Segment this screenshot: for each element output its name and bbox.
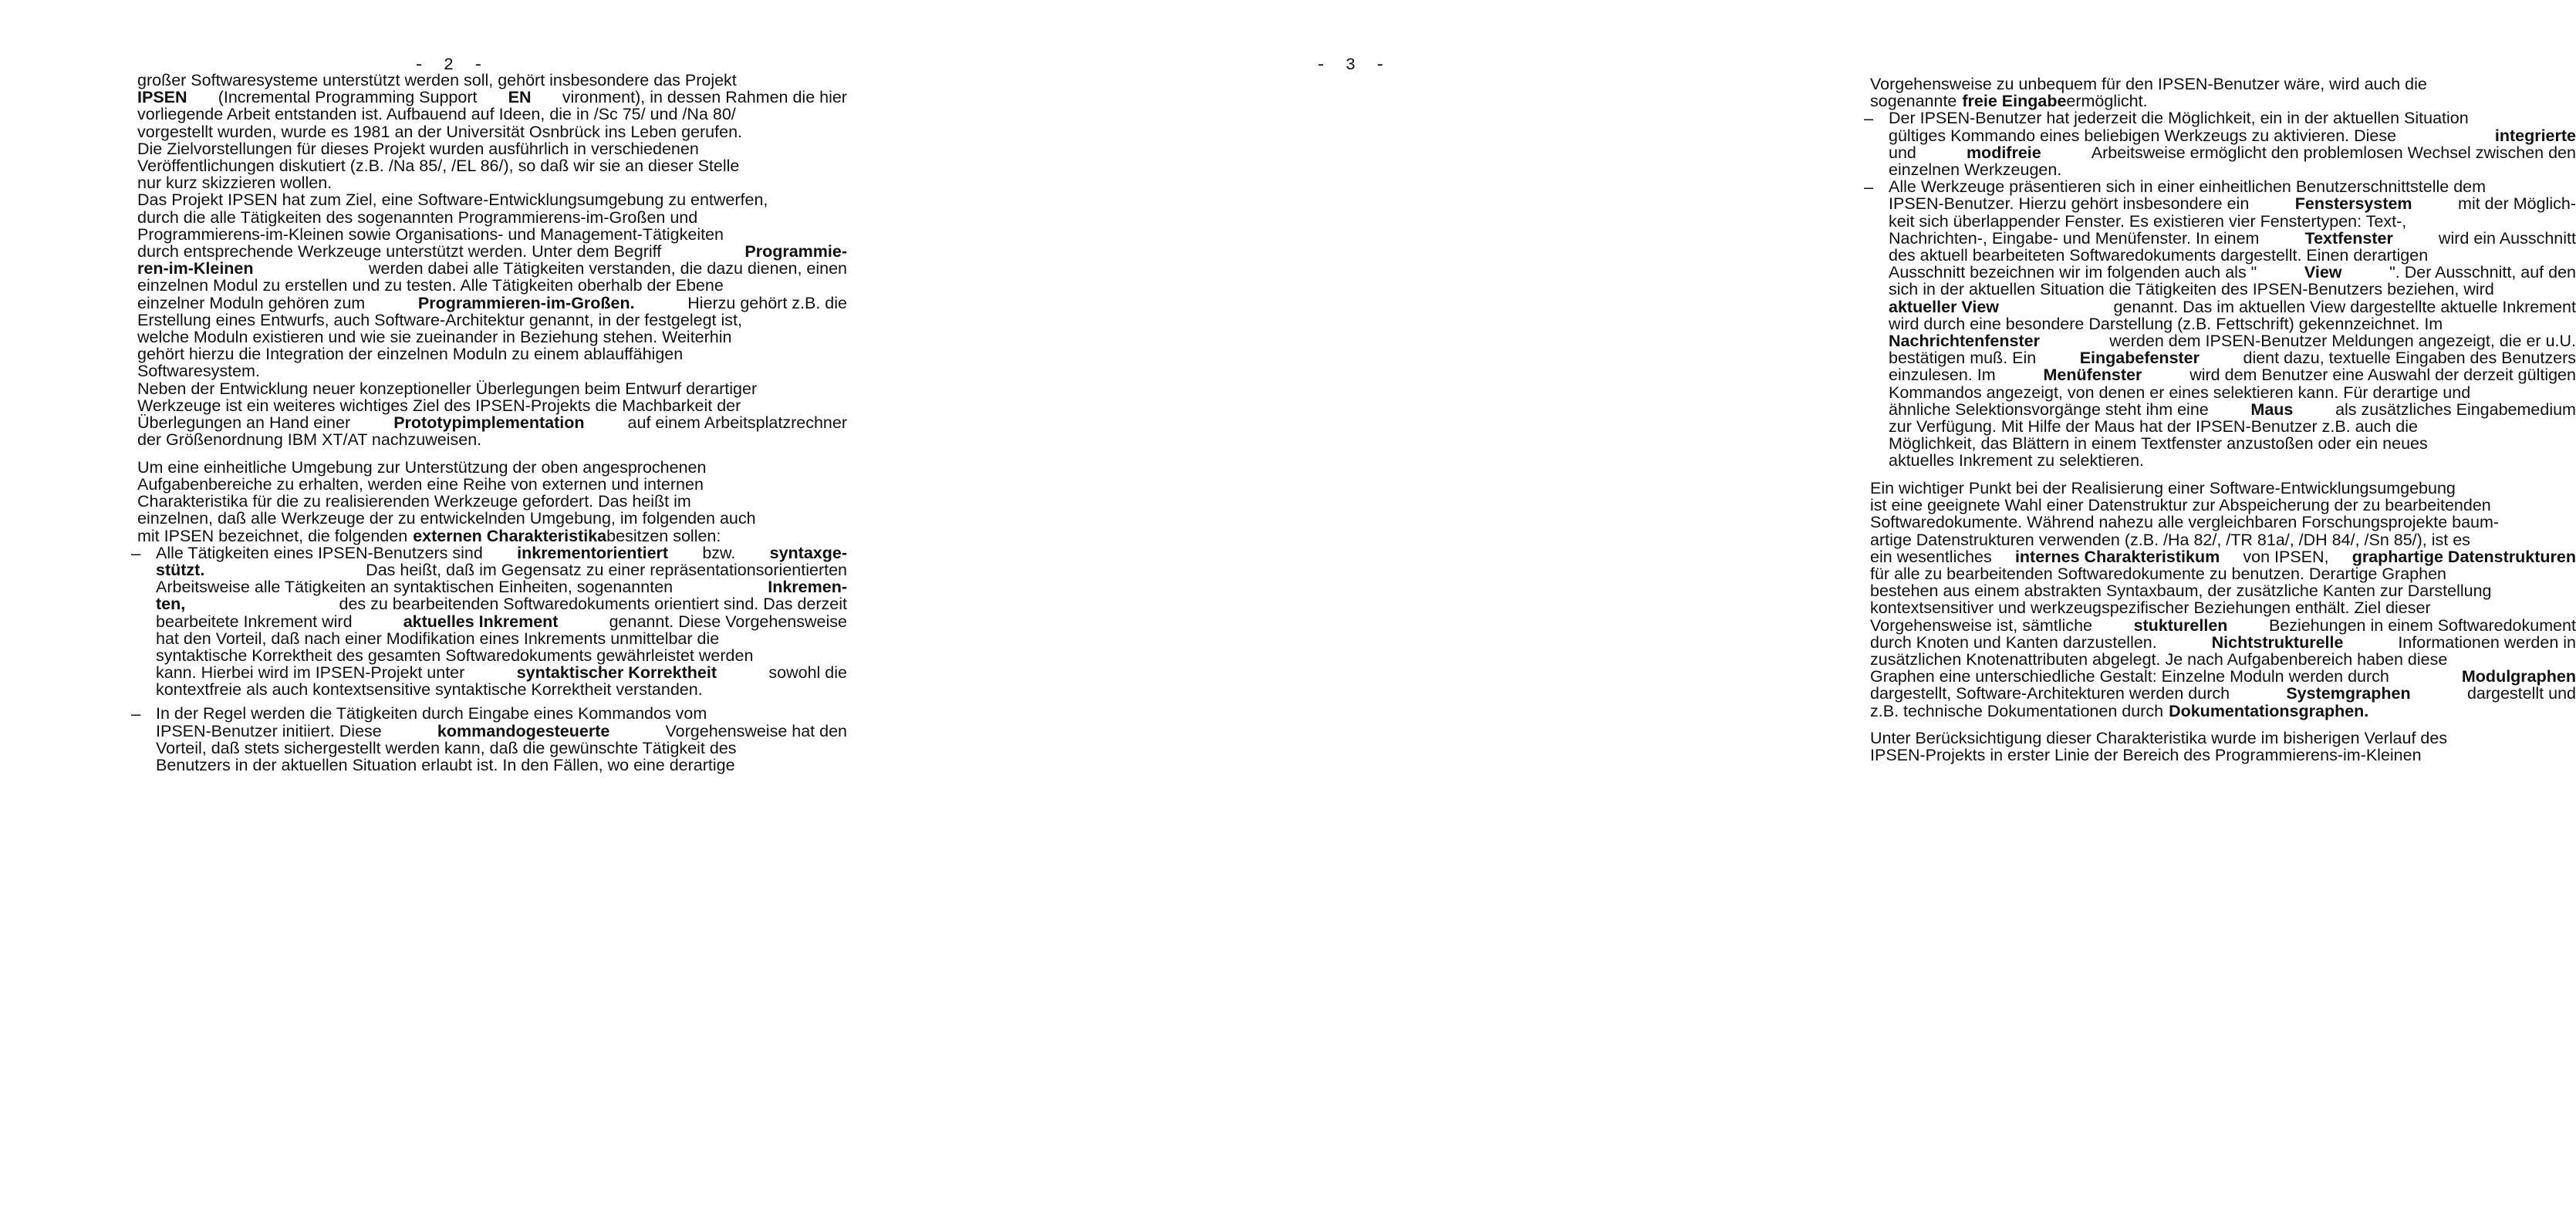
text-run: einzelnen, daß alle Werkzeuge der zu entwickelnden Umgebung, im folgenden auch	[137, 509, 756, 528]
text-run: zusätzlichen Knotenattributen abgelegt. Je nach Aufgabenbereich haben diese	[1870, 649, 2448, 669]
text-run: durch die alle Tätigkeiten des sogenannten Programmierens-im-Großen und	[137, 207, 698, 227]
bold-term: Programmie-	[744, 242, 847, 261]
text-run: Arbeitsweise ermöglicht den problemlosen Wechsel zwischen den	[2091, 143, 2576, 162]
text-run: bestätigen muß. Ein	[1889, 349, 2037, 368]
text-run: IPSEN-Projekts in erster Linie der Bereich des Programmierens-im-Kleinen	[1870, 746, 2422, 765]
text-run: durch Knoten und Kanten darzustellen.	[1870, 632, 2157, 652]
text-run: als zusätzliches Eingabemedium	[2335, 400, 2576, 419]
text-run: (Incremental Programming Support	[218, 88, 478, 107]
bold-term: Menüfenster	[2043, 366, 2142, 385]
text-run: Ausschnitt bezeichnen wir im folgenden auch als "	[1889, 263, 2257, 282]
text-run: mit der Möglich-	[2458, 194, 2576, 214]
text-run: In der Regel werden die Tätigkeiten durch Eingabe eines Kommandos vom	[156, 704, 707, 723]
text-run: von IPSEN,	[2243, 547, 2329, 566]
bold-term: aktueller View	[1889, 297, 2000, 316]
bold-term: IPSEN	[137, 88, 187, 107]
text-run: Das heißt, daß im Gegensatz zu einer repräsentationsorientierten	[366, 560, 847, 579]
text-run: Vorgehensweise ist, sämtliche	[1870, 615, 2093, 635]
list-dash-marker: –	[1864, 109, 1874, 129]
bold-term: integrierte	[2494, 126, 2576, 145]
bold-term: graphartige Datenstrukturen	[2351, 547, 2576, 566]
bold-term: externen Charakteristika	[413, 526, 607, 545]
text-run: syntaktische Korrektheit des gesamten Softwaredokuments gewährleistet werden	[156, 646, 754, 665]
text-run: Unter Berücksichtigung dieser Charakteristika wurde im bisherigen Verlauf des	[1870, 729, 2448, 748]
text-run: kann. Hierbei wird im IPSEN-Projekt unter	[156, 663, 465, 683]
text-run: Veröffentlichungen diskutiert (z.B. /Na 85/, /EL 86/), so daß wir sie an dieser Stelle	[137, 157, 740, 175]
text-run: wird dem Benutzer eine Auswahl der derzeit gültigen	[2189, 366, 2576, 385]
text-run: genannt. Das im aktuellen View dargestellte aktuelle Inkrement	[2113, 297, 2576, 316]
bold-term: Systemgraphen	[2286, 684, 2411, 703]
bold-term: EN	[508, 88, 532, 107]
text-run: ist eine geeignete Wahl einer Datenstruktur zur Abspeicherung der zu bearbeitenden	[1870, 496, 2491, 515]
list-dash-marker: –	[1864, 177, 1874, 197]
bold-term: Maus	[2250, 400, 2294, 419]
bold-term: Inkremen-	[768, 578, 847, 597]
text-run: einzelner Moduln gehören zum	[137, 293, 366, 312]
bold-term: Nichtstrukturelle	[2211, 632, 2344, 652]
text-run: Nachrichten-, Eingabe- und Menüfenster. In einem	[1889, 228, 2260, 248]
text-run: dargestellt, Software-Architekturen werden durch	[1870, 684, 2230, 703]
text-run: Vorgehensweise zu unbequem für den IPSEN-Benutzer wäre, wird auch die	[1870, 75, 2427, 93]
text-run: z.B. technische Dokumentationen durch	[1870, 701, 2164, 720]
text-run: wird ein Ausschnitt	[2438, 228, 2576, 248]
text-run: Alle Tätigkeiten eines IPSEN-Benutzers sind	[156, 543, 483, 562]
bold-term: Nachrichtenfenster	[1889, 332, 2040, 350]
text-run: bearbeitete Inkrement wird	[156, 612, 353, 631]
text-run: des zu bearbeitenden Softwaredokuments orientiert sind. Das derzeit	[339, 595, 847, 614]
text-run: dargestellt und	[2466, 684, 2576, 703]
page-2	[0, 0, 902, 1224]
text-run: Um eine einheitliche Umgebung zur Unterstützung der oben angesprochenen	[137, 457, 707, 477]
text-run: Arbeitsweise alle Tätigkeiten an syntaktischen Einheiten, sogenannten	[156, 578, 674, 597]
text-run: nur kurz skizzieren wollen.	[137, 174, 333, 193]
text-run: Möglichkeit, das Blättern in einem Textfenster anzustoßen oder ein neues	[1889, 434, 2428, 454]
bold-term: Dokumentationsgraphen.	[2169, 701, 2369, 720]
text-run: Aufgabenbereiche zu erhalten, werden eine Reihe von externen und internen	[137, 474, 704, 494]
text-run: ähnliche Selektionsvorgänge steht ihm eine	[1889, 400, 2209, 419]
text-run: Die Zielvorstellungen für dieses Projekt wurden ausführlich in verschiedenen	[137, 139, 699, 158]
list-item-line	[156, 677, 847, 703]
bold-term: ten,	[156, 595, 186, 614]
text-run: kontextfreie als auch kontextsensitive syntaktische Korrektheit verstanden.	[156, 680, 703, 700]
bold-term: Textfenster	[2304, 228, 2393, 248]
text-run: Softwaredokumente. Während nahezu alle vergleichbaren Forschungsprojekte baum-	[1870, 513, 2500, 532]
bold-term: stützt.	[156, 560, 205, 579]
text-run: zur Verfügung. Mit Hilfe der Maus hat der IPSEN-Benutzer z.B. auch die	[1889, 417, 2418, 436]
paragraph-line	[1870, 699, 2576, 724]
text-run: vorgestellt wurden, wurde es 1981 an der Universität Osnbrück ins Leben gerufen.	[137, 122, 742, 141]
text-run: werden dabei alle Tätigkeiten verstanden, die dazu dienen, einen	[369, 259, 847, 278]
text-run: des aktuell bearbeiteten Softwaredokuments dargestellt. Einen derartigen	[1889, 246, 2429, 265]
text-run: hat den Vorteil, daß nach einer Modifikation eines Inkrements unmittelbar die	[156, 629, 720, 648]
bold-term: Prototypimplementation	[393, 413, 585, 432]
page-3	[902, 0, 2576, 1224]
text-run: Informationen werden in	[2398, 632, 2576, 652]
text-run: durch entsprechende Werkzeuge unterstützt werden. Unter dem Begriff	[137, 242, 662, 261]
text-run: Softwaresystem.	[137, 362, 260, 381]
text-run: einzelnen Modul zu erstellen und zu testen. Alle Tätigkeiten oberhalb der Ebene	[137, 276, 724, 295]
text-run: einzulesen. Im	[1889, 366, 1996, 385]
text-run: Überlegungen an Hand einer	[137, 413, 351, 432]
text-run: welche Moduln existieren und wie sie zueinander in Beziehung stehen. Weiterhin	[137, 328, 732, 346]
text-run: ermöglicht.	[2066, 92, 2148, 111]
text-run: ein wesentliches	[1870, 547, 1992, 566]
text-run: bzw.	[702, 543, 736, 562]
text-run: gültiges Kommando eines beliebigen Werkzeugs zu aktivieren. Diese	[1889, 126, 2397, 145]
text-run: einzelnen Werkzeugen.	[1889, 160, 2062, 179]
text-run: sich in der aktuellen Situation die Tätigkeiten des IPSEN-Benutzers beziehen, wird	[1889, 280, 2494, 299]
text-run: gehört hierzu die Integration der einzelnen Moduln zu einem ablauffähigen	[137, 345, 684, 364]
bold-term: Fenstersystem	[2294, 194, 2412, 214]
text-run: Graphen eine unterschiedliche Gestalt: Einzelne Moduln werden durch	[1870, 667, 2389, 686]
text-run: auf einem Arbeitsplatzrechner	[627, 413, 847, 432]
text-run: Der IPSEN-Benutzer hat jederzeit die Möglichkeit, ein in der aktuellen Situation	[1889, 109, 2469, 128]
text-run: IPSEN-Benutzer. Hierzu gehört insbesondere ein	[1889, 194, 2250, 214]
text-run: besitzen sollen:	[606, 526, 721, 545]
text-run: Programmierens-im-Kleinen sowie Organisations- und Management-Tätigkeiten	[137, 224, 724, 244]
bold-term: freie Eingabe	[1962, 92, 2067, 111]
text-run: Charakteristika für die zu realisierenden Werkzeuge gefordert. Das heißt im	[137, 492, 691, 511]
text-run: für alle zu bearbeitenden Softwaredokumente zu benutzen. Derartige Graphen	[1870, 564, 2446, 583]
text-run: und	[1889, 143, 1916, 162]
text-run: aktuelles Inkrement zu selektieren.	[1889, 451, 2145, 470]
bold-term: aktuelles Inkrement	[403, 612, 559, 631]
text-run: Alle Werkzeuge präsentieren sich in einer einheitlichen Benutzerschnittstelle dem	[1889, 177, 2487, 197]
bold-term: ren-im-Kleinen	[137, 259, 254, 278]
text-run: Hierzu gehört z.B. die	[687, 293, 847, 312]
text-run: genannt. Diese Vorgehensweise	[609, 612, 847, 631]
bold-term: Programmieren-im-Großen.	[417, 293, 635, 312]
text-run: Erstellung eines Entwurfs, auch Software-Architektur genannt, in der festgelegt ist,	[137, 310, 742, 329]
bold-term: syntaktischer Korrektheit	[516, 663, 717, 683]
bold-term: kommandogesteuerte	[437, 721, 610, 740]
text-run: artige Datenstrukturen verwenden (z.B. /Ha 82/, /TR 81a/, /DH 84/, /Sn 85/), ist es	[1870, 530, 2470, 549]
list-dash-marker: –	[131, 543, 141, 563]
page-number: - 3 -	[1315, 56, 1390, 75]
bold-term: stukturellen	[2133, 615, 2228, 635]
text-run: vironment), in dessen Rahmen die hier	[562, 88, 847, 107]
page-number: - 2 -	[414, 56, 488, 75]
text-run: großer Softwaresysteme unterstützt werden soll, gehört insbesondere das Projekt	[137, 71, 737, 89]
text-run: sogenannte	[1870, 92, 1957, 111]
bold-term: modifreie	[1966, 143, 2041, 162]
text-run: mit IPSEN bezeichnet, die folgenden	[137, 526, 408, 545]
bold-term: inkrementorientiert	[517, 543, 669, 562]
text-run: vorliegende Arbeit entstanden ist. Aufbauend auf Ideen, die in /Sc 75/ und /Na 80/	[137, 105, 736, 124]
paragraph-line	[1870, 743, 2576, 768]
bold-term: internes Charakteristikum	[2014, 547, 2220, 566]
text-run: keit sich überlappender Fenster. Es existieren vier Fenstertypen: Text-,	[1889, 211, 2407, 231]
text-run: wird durch eine besondere Darstellung (z.B. Fettschrift) gekennzeichnet. Im	[1889, 314, 2443, 333]
text-run: ". Der Ausschnitt, auf den	[2389, 263, 2576, 282]
text-run: Das Projekt IPSEN hat zum Ziel, eine Software-Entwicklungsumgebung zu entwerfen,	[137, 191, 768, 210]
text-run: IPSEN-Benutzer initiiert. Diese	[156, 721, 382, 740]
bold-term: View	[2304, 263, 2342, 282]
list-dash-marker: –	[131, 704, 141, 724]
text-run: Werkzeuge ist ein weiteres wichtiges Ziel des IPSEN-Projekts die Machbarkeit der	[137, 396, 741, 415]
text-run: Kommandos angezeigt, von denen er eines selektieren kann. Für derartige und	[1889, 383, 2471, 402]
list-item-line	[156, 753, 847, 778]
bold-term: syntaxge-	[769, 543, 847, 562]
list-item-line	[1889, 448, 2576, 474]
bold-term: Eingabefenster	[2079, 349, 2200, 368]
text-run: kontextsensitiver und werkzeugspezifischer Beziehungen enthält. Ziel dieser	[1870, 599, 2431, 618]
paragraph-line	[137, 427, 847, 453]
text-run: Benutzers in der aktuellen Situation erlaubt ist. In den Fällen, wo eine derartige	[156, 756, 735, 774]
text-run: Vorteil, daß stets sichergestellt werden kann, daß die gewünschte Tätigkeit des	[156, 738, 737, 757]
text-run: Vorgehensweise hat den	[665, 721, 847, 740]
bold-term: Modulgraphen	[2461, 667, 2576, 686]
text-run: Ein wichtiger Punkt bei der Realisierung einer Software-Entwicklungsumgebung	[1870, 478, 2456, 497]
text-run: Beziehungen in einem Softwaredokument	[2268, 615, 2576, 635]
text-run: sowohl die	[768, 663, 847, 683]
text-run: werden dem IPSEN-Benutzer Meldungen angezeigt, die er u.U.	[2109, 332, 2576, 350]
text-run: Neben der Entwicklung neuer konzeptioneller Überlegungen beim Entwurf derartiger	[137, 379, 758, 398]
text-run: dient dazu, textuelle Eingaben des Benutzers	[2243, 349, 2576, 368]
text-run: bestehen aus einem abstrakten Syntaxbaum, der zusätzliche Kanten zur Darstellung	[1870, 582, 2492, 601]
text-run: der Größenordnung IBM XT/AT nachzuweisen.	[137, 430, 482, 450]
